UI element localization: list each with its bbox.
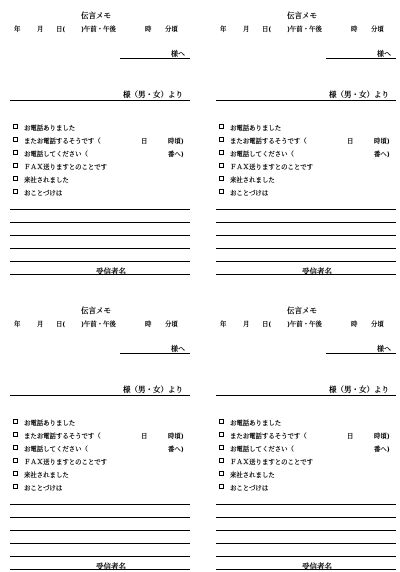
year-label: 年 bbox=[220, 25, 227, 33]
message-line bbox=[10, 530, 190, 531]
memo-title: 伝言メモ bbox=[81, 11, 111, 20]
option-visited bbox=[219, 175, 399, 185]
from-label: 様（男・女）より bbox=[329, 385, 389, 394]
option-label: お電話ありました bbox=[24, 124, 76, 132]
checkbox[interactable] bbox=[219, 432, 224, 437]
option-fax bbox=[219, 457, 399, 467]
receiver-label: 受信者名 bbox=[302, 562, 332, 571]
day-label: 日( bbox=[56, 320, 66, 328]
to-name-line bbox=[120, 353, 190, 354]
receiver-label: 受信者名 bbox=[96, 562, 126, 571]
from-name-line bbox=[10, 395, 190, 396]
option-will-call-again bbox=[219, 431, 399, 441]
minute-label: 分頃 bbox=[371, 320, 384, 328]
option-message bbox=[13, 188, 193, 198]
checkbox[interactable] bbox=[13, 458, 18, 463]
option-called bbox=[219, 418, 399, 428]
message-line bbox=[10, 209, 190, 210]
option-label: おことづけは bbox=[230, 484, 269, 492]
option-message bbox=[219, 188, 399, 198]
callback-day-label: 日 bbox=[347, 432, 354, 440]
message-line bbox=[216, 556, 396, 557]
option-label: ＦＡＸ送りますとのことです bbox=[24, 163, 108, 171]
message-line bbox=[10, 222, 190, 223]
option-message bbox=[13, 483, 193, 493]
message-line bbox=[216, 517, 396, 518]
from-name-line bbox=[216, 395, 396, 396]
checkbox[interactable] bbox=[219, 445, 224, 450]
checkbox[interactable] bbox=[219, 458, 224, 463]
option-label: 来社されました bbox=[24, 176, 69, 184]
ampm-label: )午前・午後 bbox=[81, 25, 116, 33]
option-will-call-again bbox=[13, 136, 193, 146]
to-name-line bbox=[120, 58, 190, 59]
option-please-call bbox=[219, 444, 399, 454]
day-label: 日( bbox=[56, 25, 66, 33]
checkbox[interactable] bbox=[219, 176, 224, 181]
option-label: おことづけは bbox=[24, 484, 63, 492]
callback-time-label: 時頃) bbox=[168, 432, 184, 440]
option-label: ＦＡＸ送りますとのことです bbox=[230, 163, 314, 171]
from-label: 様（男・女）より bbox=[123, 385, 183, 394]
checkbox[interactable] bbox=[13, 163, 18, 168]
callback-time-label: 時頃) bbox=[374, 137, 390, 145]
minute-label: 分頃 bbox=[165, 25, 178, 33]
from-label: 様（男・女）より bbox=[123, 90, 183, 99]
message-line bbox=[10, 543, 190, 544]
minute-label: 分頃 bbox=[371, 25, 384, 33]
option-please-call bbox=[13, 444, 193, 454]
callback-number-label: 番へ) bbox=[168, 445, 184, 453]
receiver-line bbox=[10, 569, 190, 570]
option-called bbox=[13, 123, 193, 133]
option-called bbox=[13, 418, 193, 428]
message-line bbox=[10, 556, 190, 557]
checkbox[interactable] bbox=[219, 124, 224, 129]
checkbox[interactable] bbox=[13, 471, 18, 476]
ampm-label: )午前・午後 bbox=[81, 320, 116, 328]
month-label: 月 bbox=[37, 320, 44, 328]
option-label: お電話してください（ bbox=[230, 150, 294, 158]
checkbox[interactable] bbox=[219, 163, 224, 168]
checkbox[interactable] bbox=[13, 484, 18, 489]
hour-label: 時 bbox=[145, 320, 152, 328]
memo-title: 伝言メモ bbox=[287, 306, 317, 315]
option-please-call bbox=[219, 149, 399, 159]
callback-time-label: 時頃) bbox=[374, 432, 390, 440]
memo-title: 伝言メモ bbox=[287, 11, 317, 20]
month-label: 月 bbox=[243, 320, 250, 328]
from-name-line bbox=[216, 100, 396, 101]
year-label: 年 bbox=[220, 320, 227, 328]
checkbox[interactable] bbox=[13, 124, 18, 129]
option-will-call-again bbox=[219, 136, 399, 146]
option-label: お電話してください（ bbox=[24, 150, 88, 158]
receiver-label: 受信者名 bbox=[302, 267, 332, 276]
hour-label: 時 bbox=[351, 320, 358, 328]
day-label: 日( bbox=[262, 25, 272, 33]
date-line bbox=[214, 319, 400, 329]
option-label: おことづけは bbox=[24, 189, 63, 197]
memo-title: 伝言メモ bbox=[81, 306, 111, 315]
option-label: またお電話するそうです（ bbox=[24, 432, 101, 440]
hour-label: 時 bbox=[351, 25, 358, 33]
message-line bbox=[216, 504, 396, 505]
message-line bbox=[10, 261, 190, 262]
checkbox[interactable] bbox=[13, 445, 18, 450]
to-name-line bbox=[326, 353, 396, 354]
message-line bbox=[216, 543, 396, 544]
callback-number-label: 番へ) bbox=[374, 150, 390, 158]
year-label: 年 bbox=[14, 25, 21, 33]
to-suffix: 様へ bbox=[377, 345, 391, 353]
option-label: ＦＡＸ送りますとのことです bbox=[230, 458, 314, 466]
to-name-line bbox=[326, 58, 396, 59]
message-memo bbox=[8, 10, 198, 275]
receiver-line bbox=[216, 274, 396, 275]
date-line bbox=[8, 24, 208, 34]
message-line bbox=[10, 517, 190, 518]
option-visited bbox=[13, 175, 193, 185]
ampm-label: )午前・午後 bbox=[287, 320, 322, 328]
option-visited bbox=[219, 470, 399, 480]
option-label: お電話ありました bbox=[230, 419, 282, 427]
callback-day-label: 日 bbox=[347, 137, 354, 145]
message-line bbox=[10, 248, 190, 249]
message-line bbox=[10, 235, 190, 236]
option-fax bbox=[219, 162, 399, 172]
date-line bbox=[214, 24, 400, 34]
checkbox[interactable] bbox=[13, 176, 18, 181]
checkbox[interactable] bbox=[219, 471, 224, 476]
message-memo bbox=[8, 305, 198, 570]
year-label: 年 bbox=[14, 320, 21, 328]
checkbox[interactable] bbox=[219, 189, 224, 194]
option-label: 来社されました bbox=[24, 471, 69, 479]
checkbox[interactable] bbox=[219, 419, 224, 424]
option-label: またお電話するそうです（ bbox=[230, 432, 307, 440]
checkbox[interactable] bbox=[13, 432, 18, 437]
to-suffix: 様へ bbox=[171, 50, 185, 58]
checkbox[interactable] bbox=[13, 419, 18, 424]
checkbox[interactable] bbox=[219, 484, 224, 489]
callback-time-label: 時頃) bbox=[168, 137, 184, 145]
callback-day-label: 日 bbox=[141, 432, 148, 440]
option-label: お電話ありました bbox=[230, 124, 282, 132]
option-label: おことづけは bbox=[230, 189, 269, 197]
to-suffix: 様へ bbox=[377, 50, 391, 58]
message-line bbox=[216, 235, 396, 236]
option-label: 来社されました bbox=[230, 176, 275, 184]
receiver-line bbox=[10, 274, 190, 275]
month-label: 月 bbox=[243, 25, 250, 33]
message-line bbox=[216, 530, 396, 531]
minute-label: 分頃 bbox=[165, 320, 178, 328]
option-label: ＦＡＸ送りますとのことです bbox=[24, 458, 108, 466]
receiver-label: 受信者名 bbox=[96, 267, 126, 276]
message-line bbox=[216, 261, 396, 262]
option-label: お電話してください（ bbox=[230, 445, 294, 453]
from-name-line bbox=[10, 100, 190, 101]
option-label: またお電話するそうです（ bbox=[230, 137, 307, 145]
option-message bbox=[219, 483, 399, 493]
callback-number-label: 番へ) bbox=[374, 445, 390, 453]
checkbox[interactable] bbox=[13, 137, 18, 142]
option-label: 来社されました bbox=[230, 471, 275, 479]
checkbox[interactable] bbox=[219, 137, 224, 142]
checkbox[interactable] bbox=[13, 150, 18, 155]
callback-day-label: 日 bbox=[141, 137, 148, 145]
day-label: 日( bbox=[262, 320, 272, 328]
option-fax bbox=[13, 457, 193, 467]
option-fax bbox=[13, 162, 193, 172]
hour-label: 時 bbox=[145, 25, 152, 33]
callback-number-label: 番へ) bbox=[168, 150, 184, 158]
receiver-line bbox=[216, 569, 396, 570]
from-label: 様（男・女）より bbox=[329, 90, 389, 99]
message-line bbox=[216, 248, 396, 249]
option-label: お電話ありました bbox=[24, 419, 76, 427]
checkbox[interactable] bbox=[219, 150, 224, 155]
option-will-call-again bbox=[13, 431, 193, 441]
message-line bbox=[216, 209, 396, 210]
option-called bbox=[219, 123, 399, 133]
date-line bbox=[8, 319, 208, 329]
to-suffix: 様へ bbox=[171, 345, 185, 353]
message-line bbox=[10, 504, 190, 505]
checkbox[interactable] bbox=[13, 189, 18, 194]
option-label: お電話してください（ bbox=[24, 445, 88, 453]
option-please-call bbox=[13, 149, 193, 159]
option-visited bbox=[13, 470, 193, 480]
ampm-label: )午前・午後 bbox=[287, 25, 322, 33]
message-memo bbox=[214, 10, 400, 275]
message-memo bbox=[214, 305, 400, 570]
month-label: 月 bbox=[37, 25, 44, 33]
message-line bbox=[216, 222, 396, 223]
option-label: またお電話するそうです（ bbox=[24, 137, 101, 145]
